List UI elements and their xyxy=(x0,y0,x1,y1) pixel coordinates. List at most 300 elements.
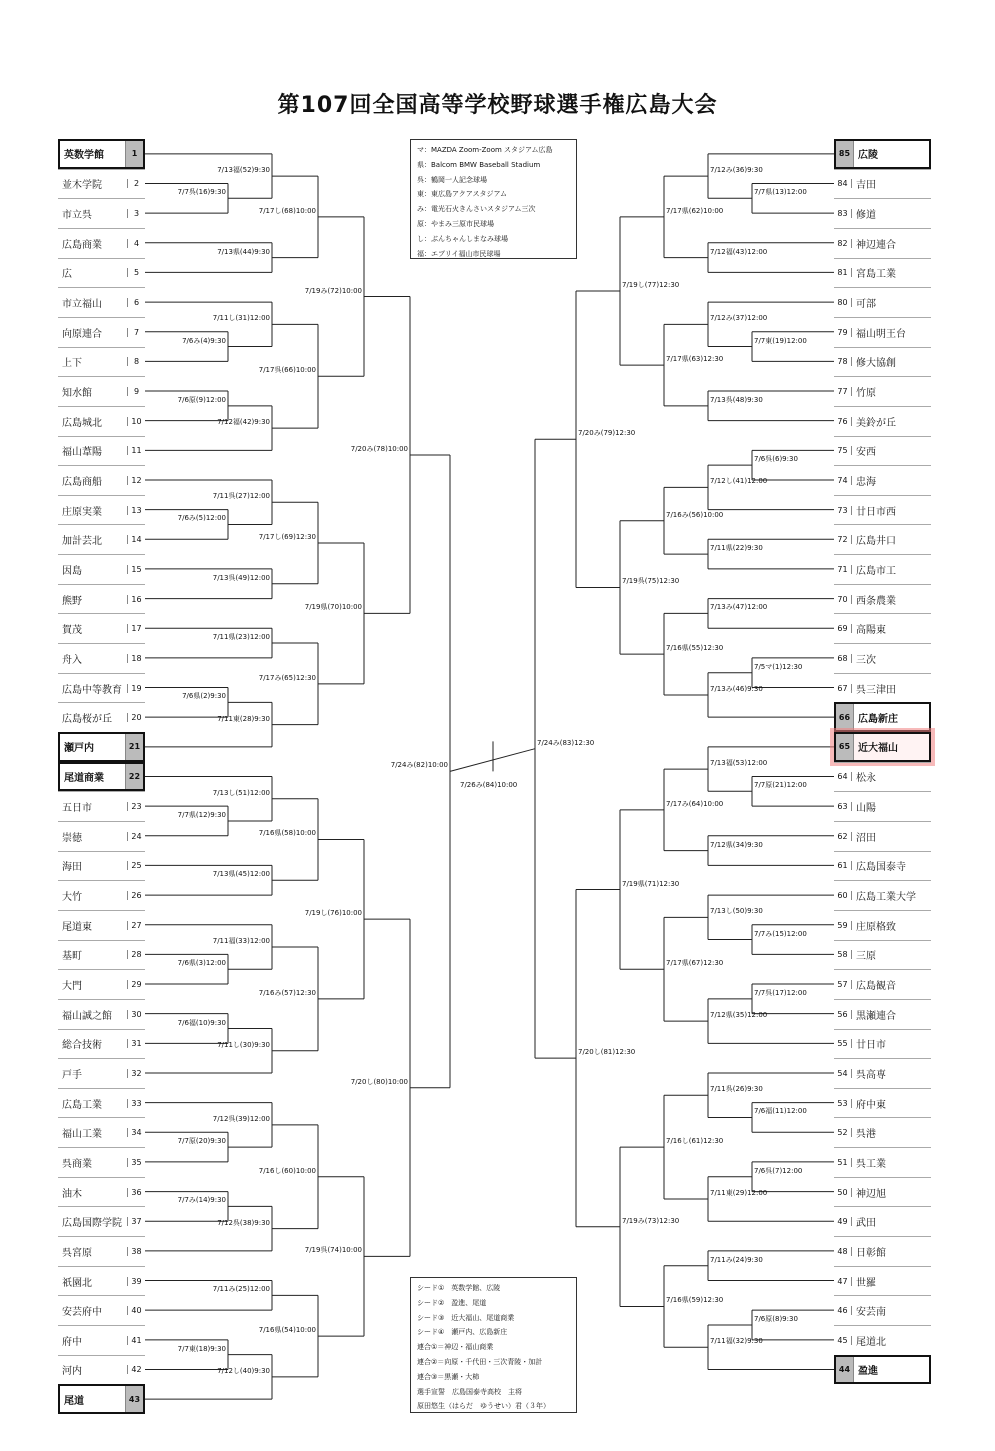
team-number: 13 xyxy=(127,506,145,515)
team-row xyxy=(834,1295,931,1325)
team-name: 福山明王台 xyxy=(856,328,906,340)
team-row xyxy=(58,643,145,673)
match-label: 7/12県(35)12:00 xyxy=(710,1011,768,1020)
team-name: 庄原実業 xyxy=(62,506,102,518)
match-label: 7/6み(4)9:30 xyxy=(182,336,226,345)
team-number: 32 xyxy=(127,1069,145,1078)
team-row xyxy=(58,1088,145,1118)
team-number: 14 xyxy=(127,535,145,544)
team-name: 大門 xyxy=(62,981,82,992)
team-name: 英数学館 xyxy=(64,150,104,162)
team-row xyxy=(834,258,931,288)
team-number: 61 xyxy=(834,861,852,870)
team-name: 福山葦陽 xyxy=(62,447,102,459)
match-label: 7/19み(72)10:00 xyxy=(304,286,362,295)
team-number: 46 xyxy=(834,1306,852,1315)
team-row xyxy=(834,1236,931,1266)
team-name: 広島観音 xyxy=(856,981,896,992)
team-name: 修大協創 xyxy=(856,358,896,370)
match-label: 7/24み(82)10:00 xyxy=(390,761,448,770)
team-row xyxy=(58,347,145,377)
team-number: 43 xyxy=(125,1386,143,1412)
team-name: 福山誠之館 xyxy=(62,1010,112,1022)
team-number: 47 xyxy=(834,1277,852,1286)
team-number: 22 xyxy=(125,764,143,790)
team-number: 3 xyxy=(127,209,145,218)
team-number: 2 xyxy=(127,179,145,188)
match-label: 7/24み(83)12:30 xyxy=(537,738,595,747)
match-label: 7/16し(61)12:30 xyxy=(666,1137,724,1146)
team-name: 呉商業 xyxy=(62,1158,92,1170)
team-row xyxy=(834,317,931,347)
team-number: 40 xyxy=(127,1306,145,1315)
team-number: 50 xyxy=(834,1188,852,1197)
note-line: 連合①＝神辺・福山商業 xyxy=(417,1343,494,1352)
team-number: 59 xyxy=(834,921,852,930)
match-label: 7/19県(70)10:00 xyxy=(304,603,362,612)
team-name: 高陽東 xyxy=(856,625,886,637)
team-name: 賀茂 xyxy=(62,625,82,637)
venue-line: 福：エブリイ福山市民球場 xyxy=(417,249,501,258)
team-number: 78 xyxy=(834,357,852,366)
match-label: 7/17呉(66)10:00 xyxy=(258,366,316,375)
team-name: 河内 xyxy=(62,1366,82,1378)
team-name: 安芸府中 xyxy=(62,1307,102,1319)
match-label: 7/6み(5)12:00 xyxy=(177,514,226,523)
team-name: 大竹 xyxy=(62,892,82,904)
team-row xyxy=(834,228,931,258)
team-name: 加計芸北 xyxy=(62,536,102,548)
match-label: 7/13し(51)12:00 xyxy=(212,788,270,797)
team-number: 55 xyxy=(834,1039,852,1048)
match-label: 7/6福(11)12:00 xyxy=(754,1107,807,1116)
final-match-label: 7/26み(84)10:00 xyxy=(460,781,518,790)
team-row xyxy=(834,1088,931,1118)
team-number: 9 xyxy=(127,387,145,396)
match-label: 7/12し(40)9:30 xyxy=(217,1366,270,1375)
team-name: 武田 xyxy=(856,1218,876,1230)
team-row xyxy=(58,584,145,614)
team-row xyxy=(58,1029,145,1059)
match-label: 7/16県(58)10:00 xyxy=(258,829,316,838)
team-row xyxy=(834,940,931,970)
team-name: 広島城北 xyxy=(62,417,102,429)
team-name: 海田 xyxy=(62,862,82,874)
team-row xyxy=(834,1058,931,1088)
team-row xyxy=(58,287,145,317)
match-label: 7/11福(32)9:30 xyxy=(710,1337,763,1346)
match-label: 7/12県(34)9:30 xyxy=(710,840,763,849)
team-name: 広島工業大学 xyxy=(856,892,916,904)
match-label: 7/20し(81)12:30 xyxy=(578,1048,636,1057)
note-line: 連合③＝黒瀬・大柿 xyxy=(417,1372,480,1381)
team-name: 市立呉 xyxy=(62,210,92,222)
team-name: 五日市 xyxy=(62,803,92,815)
team-name: 広島桜が丘 xyxy=(62,714,112,726)
team-name: 呉港 xyxy=(856,1129,876,1141)
team-row xyxy=(834,851,931,881)
team-name: 三原 xyxy=(856,951,876,963)
note-line: シード④ 瀬戸内、広島新庄 xyxy=(417,1328,508,1337)
team-name: 可部 xyxy=(856,299,876,311)
team-number: 85 xyxy=(836,141,854,167)
match-label: 7/17県(67)12:30 xyxy=(666,959,724,968)
team-number: 72 xyxy=(834,535,852,544)
match-label: 7/16み(56)10:00 xyxy=(666,510,724,519)
match-label: 7/19し(76)10:00 xyxy=(304,909,362,918)
team-name: 府中 xyxy=(62,1336,82,1348)
team-number: 36 xyxy=(127,1188,145,1197)
team-number: 51 xyxy=(834,1158,852,1167)
team-name: 神辺連合 xyxy=(856,239,896,251)
team-number: 4 xyxy=(127,239,145,248)
match-label: 7/12福(43)12:00 xyxy=(710,247,768,256)
team-name: 山陽 xyxy=(856,803,876,815)
match-label: 7/11福(33)12:00 xyxy=(212,936,270,945)
team-number: 19 xyxy=(127,684,145,693)
match-label: 7/17み(64)10:00 xyxy=(666,799,724,808)
team-number: 83 xyxy=(834,209,852,218)
team-name: 瀬戸内 xyxy=(64,743,94,755)
team-number: 62 xyxy=(834,832,852,841)
match-label: 7/7み(15)12:00 xyxy=(754,929,807,938)
team-number: 34 xyxy=(127,1128,145,1137)
team-number: 66 xyxy=(836,704,854,730)
team-row xyxy=(58,465,145,495)
team-row xyxy=(834,643,931,673)
venue-line: み：電光石火きんさいスタジアム三次 xyxy=(417,205,536,214)
team-row xyxy=(834,287,931,317)
match-label: 7/11し(31)12:00 xyxy=(212,314,270,323)
match-label: 7/6呉(7)12:00 xyxy=(754,1166,803,1175)
team-number: 33 xyxy=(127,1099,145,1108)
team-row xyxy=(58,613,145,643)
team-row xyxy=(834,1266,931,1296)
match-label: 7/11東(28)9:30 xyxy=(217,714,270,723)
team-number: 18 xyxy=(127,654,145,663)
team-number: 70 xyxy=(834,595,852,604)
match-label: 7/6県(3)12:00 xyxy=(177,959,226,968)
team-name: 忠海 xyxy=(856,476,876,488)
team-number: 82 xyxy=(834,239,852,248)
team-row xyxy=(834,524,931,554)
team-row xyxy=(834,406,931,436)
team-number: 1 xyxy=(125,141,143,167)
team-number: 26 xyxy=(127,891,145,900)
team-number: 23 xyxy=(127,802,145,811)
seed-notes xyxy=(410,1277,577,1413)
match-label: 7/11し(30)9:30 xyxy=(217,1040,270,1049)
team-row xyxy=(58,791,145,821)
team-number: 56 xyxy=(834,1010,852,1019)
match-label: 7/6県(2)9:30 xyxy=(182,692,226,701)
team-name: 庄原格致 xyxy=(856,921,896,933)
team-row xyxy=(834,169,931,199)
team-row xyxy=(58,732,145,762)
team-row xyxy=(58,762,145,792)
team-name: 広島中等教育 xyxy=(62,684,122,696)
note-line: シード② 盈進、尾道 xyxy=(417,1298,487,1307)
team-name: 呉宮原 xyxy=(62,1247,92,1259)
team-number: 75 xyxy=(834,446,852,455)
team-number: 11 xyxy=(127,446,145,455)
team-name: 吉田 xyxy=(856,180,876,192)
page-title: 第107回全国高等学校野球選手権広島大会 xyxy=(277,93,718,118)
team-row xyxy=(834,673,931,703)
team-name: 尾道東 xyxy=(62,921,92,933)
team-number: 69 xyxy=(834,624,852,633)
team-number: 64 xyxy=(834,772,852,781)
team-row xyxy=(58,821,145,851)
match-label: 7/11み(25)12:00 xyxy=(212,1285,270,1294)
team-number: 35 xyxy=(127,1158,145,1167)
team-row xyxy=(58,910,145,940)
match-label: 7/16し(60)10:00 xyxy=(258,1166,316,1175)
match-label: 7/13県(44)9:30 xyxy=(217,247,270,256)
team-row xyxy=(834,465,931,495)
team-row xyxy=(834,613,931,643)
team-row xyxy=(58,702,145,732)
team-row xyxy=(58,999,145,1029)
team-number: 10 xyxy=(127,417,145,426)
match-label: 7/20し(80)10:00 xyxy=(350,1077,408,1086)
team-number: 37 xyxy=(127,1217,145,1226)
team-row xyxy=(58,1147,145,1177)
team-name: 尾道商業 xyxy=(64,772,104,784)
team-number: 48 xyxy=(834,1247,852,1256)
team-name: 広 xyxy=(62,269,72,281)
match-label: 7/16県(54)10:00 xyxy=(258,1326,316,1335)
match-label: 7/13呉(48)9:30 xyxy=(710,395,763,404)
team-number: 77 xyxy=(834,387,852,396)
match-label: 7/7東(19)12:00 xyxy=(754,336,807,345)
team-number: 21 xyxy=(125,734,143,760)
match-label: 7/7県(13)12:00 xyxy=(754,188,807,197)
team-row xyxy=(834,732,931,762)
match-label: 7/13み(47)12:00 xyxy=(710,603,768,612)
team-row xyxy=(58,258,145,288)
team-number: 58 xyxy=(834,950,852,959)
match-label: 7/16み(57)12:30 xyxy=(258,988,316,997)
match-label: 7/19県(71)12:30 xyxy=(622,879,680,888)
team-number: 45 xyxy=(834,1336,852,1345)
team-name: 戸手 xyxy=(62,1069,82,1081)
team-name: 廿日市 xyxy=(856,1040,886,1052)
team-row xyxy=(58,198,145,228)
team-row xyxy=(834,1177,931,1207)
match-label: 7/5マ(1)12:30 xyxy=(754,662,803,671)
note-line: 連合②＝向原・千代田・三次青陵・加計 xyxy=(417,1357,543,1366)
match-label: 7/20み(78)10:00 xyxy=(350,444,408,453)
team-row xyxy=(834,999,931,1029)
team-name: 油木 xyxy=(62,1188,82,1200)
note-line: 選手宣誓 広島国泰寺高校 主将 xyxy=(417,1387,522,1396)
match-label: 7/7県(12)9:30 xyxy=(177,810,226,819)
match-label: 7/19み(73)12:30 xyxy=(622,1216,680,1225)
team-number: 12 xyxy=(127,476,145,485)
team-name: 知水館 xyxy=(62,388,92,399)
team-name: 広島商船 xyxy=(62,476,102,488)
match-label: 7/19し(77)12:30 xyxy=(622,280,680,289)
team-name: 熊野 xyxy=(62,595,82,607)
team-number: 73 xyxy=(834,506,852,515)
team-name: 松永 xyxy=(856,773,876,785)
team-row xyxy=(58,524,145,554)
team-row xyxy=(834,376,931,406)
team-name: 修道 xyxy=(856,210,876,222)
team-name: 並木学院 xyxy=(62,180,102,192)
team-row xyxy=(834,554,931,584)
team-number: 80 xyxy=(834,298,852,307)
match-label: 7/11呉(27)12:00 xyxy=(212,492,270,501)
match-label: 7/11県(22)9:30 xyxy=(710,544,763,553)
match-label: 7/7原(20)9:30 xyxy=(177,1137,226,1146)
team-name: 西条農業 xyxy=(856,595,896,607)
team-number: 67 xyxy=(834,684,852,693)
match-label: 7/7原(21)12:00 xyxy=(754,781,807,790)
team-name: 竹原 xyxy=(856,388,876,399)
venue-line: 原：やまみ三原市民球場 xyxy=(417,219,494,228)
match-label: 7/6呉(6)9:30 xyxy=(754,455,798,464)
team-row xyxy=(834,584,931,614)
team-number: 60 xyxy=(834,891,852,900)
team-number: 16 xyxy=(127,595,145,604)
match-label: 7/17県(63)12:30 xyxy=(666,355,724,364)
team-name: 因島 xyxy=(62,565,82,577)
team-number: 65 xyxy=(836,734,854,760)
team-row xyxy=(58,1177,145,1207)
team-number: 29 xyxy=(127,980,145,989)
team-name: 黒瀬連合 xyxy=(856,1010,896,1022)
team-row xyxy=(58,317,145,347)
team-row xyxy=(834,139,931,169)
team-row xyxy=(58,673,145,703)
match-label: 7/7呉(17)12:00 xyxy=(754,988,807,997)
team-name: 総合技術 xyxy=(62,1040,102,1052)
team-name: 安西 xyxy=(856,447,876,459)
team-number: 68 xyxy=(834,654,852,663)
team-row xyxy=(834,880,931,910)
team-name: 尾道北 xyxy=(856,1336,886,1348)
team-number: 30 xyxy=(127,1010,145,1019)
team-name: 沼田 xyxy=(856,832,876,844)
team-row xyxy=(58,1266,145,1296)
match-label: 7/12み(36)9:30 xyxy=(710,166,763,175)
match-label: 7/13み(46)9:30 xyxy=(710,684,763,693)
team-row xyxy=(834,1325,931,1355)
team-name: 三次 xyxy=(856,654,876,666)
team-name: 崇徳 xyxy=(62,832,82,844)
team-name: 広島市工 xyxy=(856,565,896,577)
team-row xyxy=(834,791,931,821)
team-name: 市立福山 xyxy=(62,299,102,311)
team-row xyxy=(58,1236,145,1266)
match-label: 7/17し(68)10:00 xyxy=(258,206,316,215)
match-label: 7/17県(62)10:00 xyxy=(666,206,724,215)
team-row xyxy=(834,969,931,999)
team-name: 府中東 xyxy=(856,1099,886,1111)
match-label: 7/17み(65)12:30 xyxy=(258,673,316,682)
team-row xyxy=(58,880,145,910)
team-name: 宮島工業 xyxy=(856,269,896,281)
team-number: 17 xyxy=(127,624,145,633)
team-name: 呉工業 xyxy=(856,1158,886,1170)
team-number: 54 xyxy=(834,1069,852,1078)
team-row xyxy=(834,1117,931,1147)
team-number: 41 xyxy=(127,1336,145,1345)
team-row xyxy=(834,1355,931,1385)
match-label: 7/19呉(75)12:30 xyxy=(622,577,680,586)
team-number: 79 xyxy=(834,328,852,337)
team-number: 39 xyxy=(127,1277,145,1286)
match-label: 7/13し(50)9:30 xyxy=(710,907,763,916)
match-label: 7/6福(10)9:30 xyxy=(177,1018,226,1027)
match-label: 7/6原(8)9:30 xyxy=(754,1315,798,1323)
team-name: 広島国際学院 xyxy=(62,1218,122,1230)
team-name: 広島新庄 xyxy=(858,713,898,725)
team-name: 福山工業 xyxy=(62,1129,102,1141)
team-row xyxy=(58,1117,145,1147)
team-number: 7 xyxy=(127,328,145,337)
team-row xyxy=(834,436,931,466)
team-name: 近大福山 xyxy=(858,743,898,755)
team-row xyxy=(58,851,145,881)
match-label: 7/13県(45)12:00 xyxy=(212,870,270,879)
match-label: 7/16県(59)12:30 xyxy=(666,1296,724,1305)
team-row xyxy=(58,1325,145,1355)
team-number: 74 xyxy=(834,476,852,485)
team-row xyxy=(58,554,145,584)
match-label: 7/20み(79)12:30 xyxy=(578,429,636,438)
team-number: 52 xyxy=(834,1128,852,1137)
team-row xyxy=(58,169,145,199)
team-number: 24 xyxy=(127,832,145,841)
team-row xyxy=(834,1206,931,1236)
team-number: 20 xyxy=(127,713,145,722)
match-label: 7/13福(53)12:00 xyxy=(710,759,768,768)
note-line: 原田悠生（はらだ ゆうせい）君（３年） xyxy=(417,1402,550,1411)
team-name: 上下 xyxy=(62,358,82,370)
team-row xyxy=(834,1029,931,1059)
venue-line: 県：Balcom BMW Baseball Stadium xyxy=(417,160,541,169)
team-name: 安芸南 xyxy=(856,1307,886,1319)
team-row xyxy=(58,1355,145,1385)
team-row xyxy=(834,702,931,732)
team-row xyxy=(58,406,145,436)
match-label: 7/7み(14)9:30 xyxy=(177,1196,226,1205)
team-number: 28 xyxy=(127,950,145,959)
team-row xyxy=(58,436,145,466)
team-name: 広島商業 xyxy=(62,239,102,251)
team-name: 神辺旭 xyxy=(856,1188,886,1200)
match-label: 7/7東(18)9:30 xyxy=(177,1344,226,1353)
team-name: 呉高専 xyxy=(856,1069,886,1081)
match-label: 7/11県(23)12:00 xyxy=(212,633,270,642)
team-row xyxy=(834,495,931,525)
team-row xyxy=(58,969,145,999)
match-label: 7/11み(24)9:30 xyxy=(710,1255,763,1264)
match-label: 7/11呉(26)9:30 xyxy=(710,1085,763,1094)
match-label: 7/12呉(39)12:00 xyxy=(212,1114,270,1123)
team-row xyxy=(834,198,931,228)
team-number: 44 xyxy=(836,1357,854,1383)
match-label: 7/7呉(16)9:30 xyxy=(177,188,226,197)
match-label: 7/6原(9)12:00 xyxy=(177,395,226,404)
team-number: 53 xyxy=(834,1099,852,1108)
team-row xyxy=(834,762,931,792)
team-name: 向原連合 xyxy=(62,328,102,340)
match-label: 7/13福(52)9:30 xyxy=(217,166,270,175)
